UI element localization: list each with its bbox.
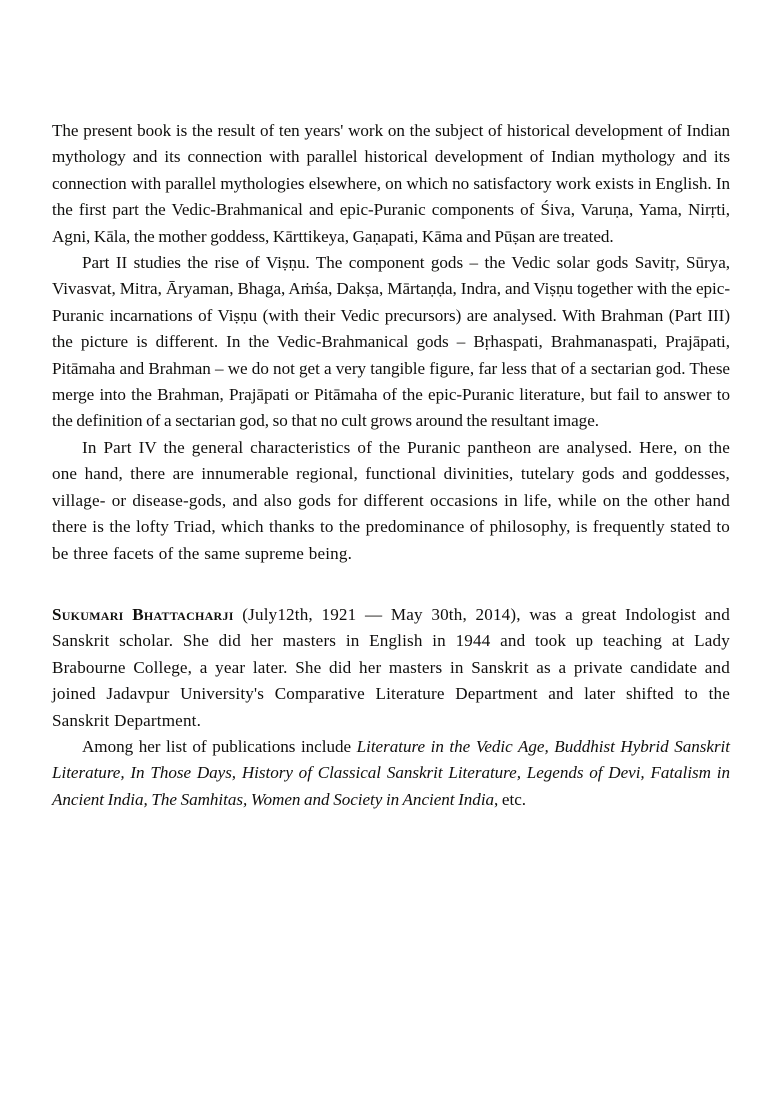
blurb-section: [52, 118, 730, 567]
text-column: [52, 118, 730, 813]
author-name: Sukumari Bhattacharji: [52, 604, 234, 624]
author-bio-text: , was a great Indologist and Sanskrit scholar. She did her masters in English in 1944 and took up teaching at Lady Brabourne College, a year later. She did her masters in Sanskrit as a private candidate and joined Jadavpur University's Comparative Literature Department and later shifted to the Sanskrit Department.: [52, 604, 730, 730]
blurb-paragraph-1: The present book is the result of ten years' work on the subject of historical development of Indian mythology and its connection with parallel historical development of Indian mythology and its connection with parallel mythologies elsewhere, on which no satisfactory work exists in English. In the first part the Vedic-Brahmanical and epic-Puranic components of Śiva, Varuṇa, Yama, Nirṛti, Agni, Kāla, the mother goddess, Kārttikeya, Gaṇapati, Kāma and Pūṣan are treated.: [52, 121, 730, 246]
author-bio-section: [52, 602, 730, 813]
blurb-paragraph-2: Part II studies the rise of Viṣṇu. The component gods – the Vedic solar gods Savitṛ, Sūrya, Vivasvat, Mitra, Āryaman, Bhaga, Aṁśa, Dakṣa, Mārtaṇḍa, Indra, and Viṣṇu together with the epic-Puranic incarnations of Viṣṇu (with their Vedic precursors) are analysed. With Brahman (Part III) the picture is different. In the Vedic-Brahmanical gods – Bṛhaspati, Brahmanaspati, Prajāpati, Pitāmaha and Brahman – we do not get a very tangible figure, far less that of a sectarian god. These merge into the Brahman, Prajāpati or Pitāmaha of the epic-Puranic literature, but fail to answer to the definition of a sectarian god, so that no cult grows around the resultant image.: [52, 253, 730, 431]
publications-titles: Literature in the Vedic Age, Buddhist Hybrid Sanskrit Literature, In Those Days, History of Classical Sanskrit Literature, Legends of Devi, Fatalism in Ancient India, The Samhitas, Women and Society in Ancient India: [52, 736, 730, 809]
author-life-dates: (July12th, 1921 — May 30th, 2014): [242, 604, 517, 624]
author-bio-paragraph: [52, 602, 730, 734]
blurb-paragraph-3: In Part IV the general characteristics of the Puranic pantheon are analysed. Here, on the one hand, there are innumerable regional, functional divinities, tutelary gods and goddesses, village- or disease-gods, and also gods for different occasions in life, while on the other hand there is the lofty Triad, which thanks to the predominance of philosophy, is frequently stated to be three facets of the same supreme being.: [52, 437, 730, 563]
publications-intro: Among her list of publications include: [82, 736, 357, 756]
publications-suffix: , etc.: [494, 789, 526, 809]
author-name-spacer: [234, 605, 243, 624]
publications-paragraph: [52, 734, 730, 813]
